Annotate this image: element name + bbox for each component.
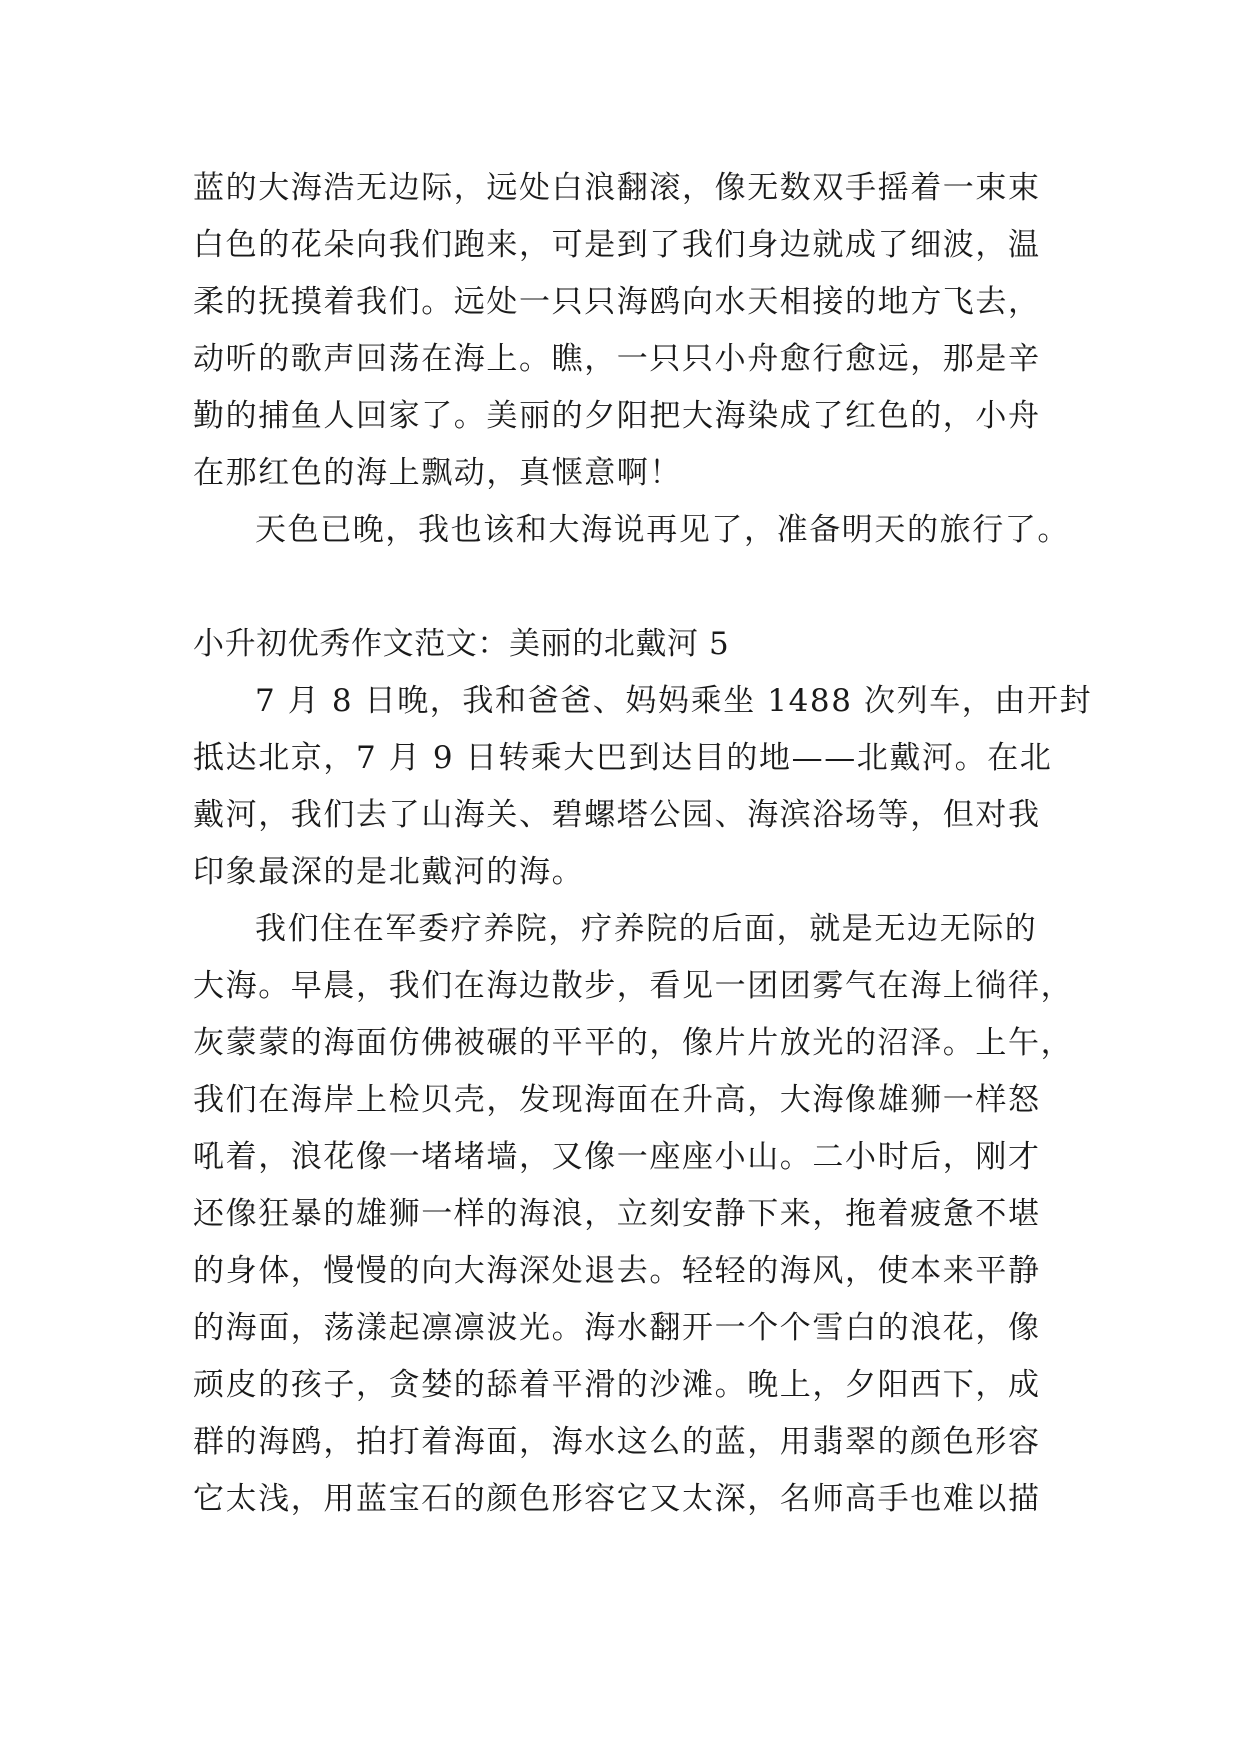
text-line: 大海。早晨，我们在海边散步，看见一团团雾气在海上徜徉， <box>193 968 1074 1004</box>
text-line: 群的海鸥，拍打着海面，海水这么的蓝，用翡翠的颜色形容 <box>193 1424 1041 1460</box>
text-line: 灰蒙蒙的海面仿佛被碾的平平的，像片片放光的沼泽。上午， <box>193 1025 1074 1061</box>
text-line: 顽皮的孩子，贪婪的舔着平滑的沙滩。晚上，夕阳西下，成 <box>193 1367 1041 1403</box>
text-line: 还像狂暴的雄狮一样的海浪，立刻安静下来，拖着疲惫不堪 <box>193 1196 1041 1232</box>
text-line: 动听的歌声回荡在海上。瞧，一只只小舟愈行愈远，那是辛 <box>193 341 1041 377</box>
text-line: 戴河，我们去了山海关、碧螺塔公园、海滨浴场等，但对我 <box>193 797 1041 833</box>
essay-title: 小升初优秀作文范文：美丽的北戴河 5 <box>193 626 730 662</box>
text-line: 我们在海岸上检贝壳，发现海面在升高，大海像雄狮一样怒 <box>193 1082 1041 1118</box>
text-line: 蓝的大海浩无边际，远处白浪翻滚，像无数双手摇着一束束 <box>193 170 1041 206</box>
text-line: 它太浅，用蓝宝石的颜色形容它又太深，名师高手也难以描 <box>193 1481 1041 1517</box>
text-line: 白色的花朵向我们跑来，可是到了我们身边就成了细波，温 <box>193 227 1041 263</box>
text-line: 勤的捕鱼人回家了。美丽的夕阳把大海染成了红色的，小舟 <box>193 398 1041 434</box>
text-line: 抵达北京，7 月 9 日转乘大巴到达目的地——北戴河。在北 <box>193 740 1053 776</box>
text-line: 吼着，浪花像一堵堵墙，又像一座座小山。二小时后，刚才 <box>193 1139 1041 1175</box>
text-line: 柔的抚摸着我们。远处一只只海鸥向水天相接的地方飞去， <box>193 284 1041 320</box>
text-line: 在那红色的海上飘动，真惬意啊！ <box>193 455 682 491</box>
text-line: 天色已晚，我也该和大海说再见了，准备明天的旅行了。 <box>255 512 1070 548</box>
text-line: 7 月 8 日晚，我和爸爸、妈妈乘坐 1488 次列车，由开封 <box>255 683 1093 719</box>
text-line: 的身体，慢慢的向大海深处退去。轻轻的海风，使本来平静 <box>193 1253 1041 1289</box>
text-line: 印象最深的是北戴河的海。 <box>193 854 585 890</box>
text-line: 我们住在军委疗养院，疗养院的后面，就是无边无际的 <box>255 911 1038 947</box>
text-line: 的海面，荡漾起凛凛波光。海水翻开一个个雪白的浪花，像 <box>193 1310 1041 1346</box>
